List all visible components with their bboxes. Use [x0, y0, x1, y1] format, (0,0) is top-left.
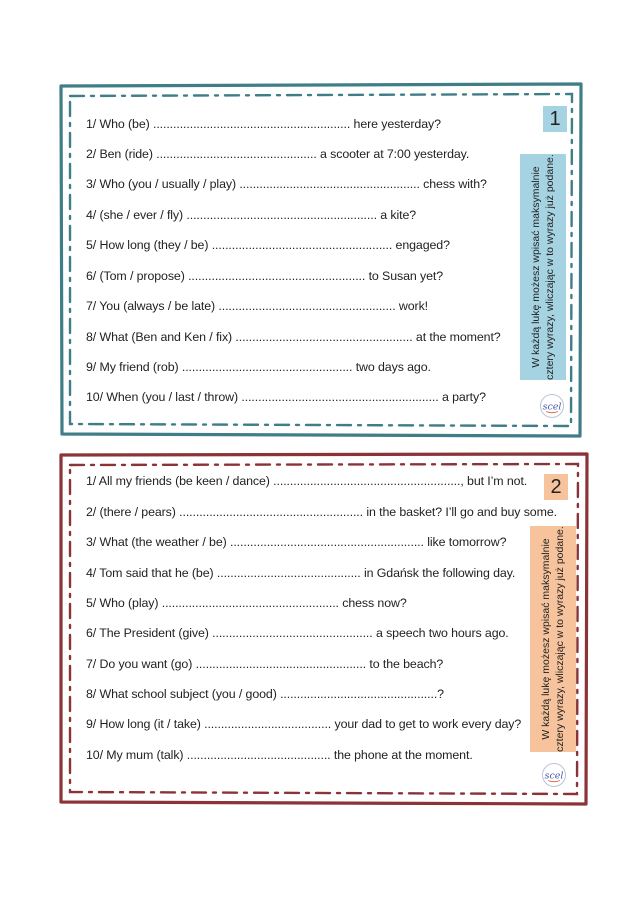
svg-text:scel: scel — [544, 770, 564, 782]
question-item: 9/ How long (it / take) ...................................... your dad to get to work every day? — [86, 717, 522, 731]
question-item: 2/ (there / pears) ....................................................... in the basket? I’ll go and buy some. — [86, 505, 557, 519]
question-item: 3/ What (the weather / be) .......................................................... like tomorrow? — [86, 535, 507, 549]
question-item: 10/ When (you / last / throw) ........................................................... a party? — [86, 390, 486, 404]
question-item: 4/ Tom said that he (be) ........................................... in Gdańsk the following day. — [86, 566, 516, 580]
question-item: 10/ My mum (talk) ........................................... the phone at the moment. — [86, 748, 473, 762]
question-item: 5/ Who (play) ..................................................... chess now? — [86, 596, 407, 610]
question-item: 4/ (she / ever / fly) ......................................................... a kite? — [86, 208, 417, 222]
card-number-badge: 2 — [544, 474, 568, 500]
question-item: 8/ What school subject (you / good) ...............................................? — [86, 687, 444, 701]
instruction-text: W każdą lukę możesz wpisać maksymalnie cztery wyrazy, wliczając w to wyrazy już podane. — [530, 154, 556, 380]
question-item: 1/ All my friends (be keen / dance) ........................................................, but I’m not. — [86, 474, 528, 488]
question-item: 8/ What (Ben and Ken / fix) ..................................................... at the moment? — [86, 330, 501, 344]
question-item: 6/ The President (give) ................................................ a speech two hours ago. — [86, 626, 509, 640]
question-item: 6/ (Tom / propose) ..................................................... to Susan yet? — [86, 269, 444, 283]
question-item: 1/ Who (be) ........................................................... here yesterday? — [86, 117, 441, 131]
card-number-badge: 1 — [543, 106, 567, 132]
svg-text:scel: scel — [542, 401, 562, 413]
school-logo-icon — [539, 393, 565, 419]
exercise-card-1 — [58, 82, 584, 438]
school-logo-icon — [541, 762, 567, 788]
instruction-panel — [530, 526, 576, 752]
question-item: 2/ Ben (ride) ................................................ a scooter at 7:00 yesterday. — [86, 147, 470, 161]
question-item: 9/ My friend (rob) ................................................... two days ago. — [86, 360, 431, 374]
instruction-text: W każdą lukę możesz wpisać maksymalnie cztery wyrazy, wliczając w to wyrazy już podane. — [540, 526, 566, 752]
question-item: 7/ Do you want (go) ................................................... to the beach? — [86, 657, 444, 671]
exercise-card-2 — [58, 452, 590, 806]
question-item: 5/ How long (they / be) ...................................................... engaged? — [86, 238, 450, 252]
question-item: 3/ Who (you / usually / play) ...................................................... chess with? — [86, 177, 487, 191]
question-item: 7/ You (always / be late) ..................................................... work! — [86, 299, 429, 313]
instruction-panel — [520, 154, 566, 380]
card-1-border — [58, 82, 584, 438]
